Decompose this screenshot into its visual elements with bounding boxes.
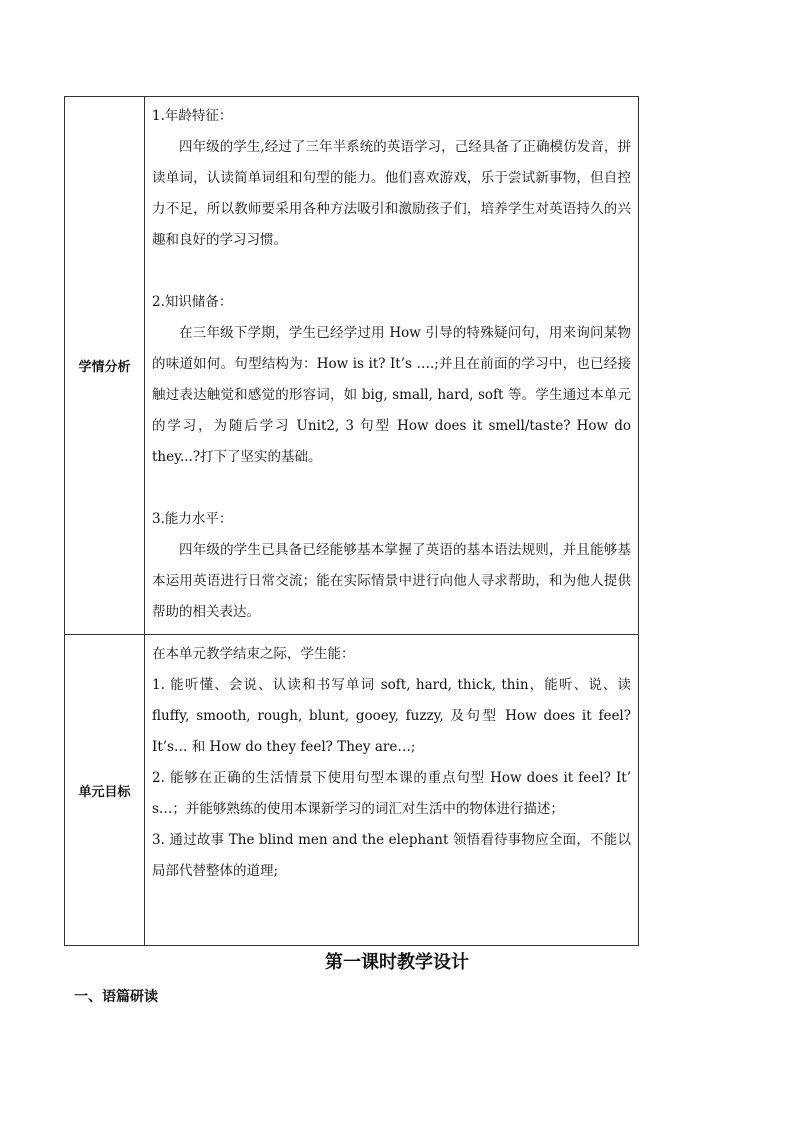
lesson-plan-table: [64, 96, 639, 946]
table-row: [65, 97, 639, 635]
table-row: [65, 635, 639, 946]
row-label-student-analysis: 学情分析: [65, 97, 145, 635]
paragraph-heading: 2.知识储备：: [152, 294, 233, 310]
paragraph-text: 2. 能够在正确的生活情景下使用句型本课的重点句型 How does it feel? It’ s…；并能够熟练的使用本课新学习的词汇对生活中的物体进行描述；: [152, 770, 631, 817]
paragraph-text: 3. 通过故事 The blind men and the elephant 领悟看待事物应全面，不能以局部代替整体的道理;: [152, 832, 631, 879]
row-content-student-analysis: [145, 97, 639, 635]
paragraph-text: 四年级的学生,经过了三年半系统的英语学习，己经具备了正确模仿发音，拼读单词，认读简单词组和句型的能力。他们喜欢游戏，乐于尝试新事物，但自控力不足，所以教师要采用各种方法吸引和激励孩子们，培养学生对英语持久的兴趣和良好的学习习惯。: [152, 139, 631, 248]
paragraph-text: 四年级的学生已具备已经能够基本掌握了英语的基本语法规则，并且能够基本运用英语进行日常交流；能在实际情景中进行向他人寻求帮助，和为他人提供帮助的相关表达。: [152, 542, 631, 620]
lesson-title: 第一课时教学设计: [325, 952, 469, 973]
section-heading: 一、语篇研读: [74, 989, 158, 1005]
paragraph-text: 1. 能听懂、会说、认读和书写单词 soft, hard, thick, thin，能听、说、读 fluffy, smooth, rough, blunt, gooey, fuzzy, 及句型 How does it feel? It’s… 和 How do they feel? They are…;: [152, 677, 631, 755]
paragraph-heading: 3.能力水平：: [152, 511, 233, 527]
content-cell: [145, 97, 638, 634]
row-content-unit-goals: [145, 635, 639, 946]
paragraph-heading: 在本单元教学结束之际，学生能：: [152, 646, 355, 662]
content-cell: [145, 635, 638, 893]
paragraph-heading: 1.年龄特征：: [152, 108, 233, 124]
row-label-unit-goals: 单元目标: [65, 635, 145, 946]
paragraph-text: 在三年级下学期，学生已经学过用 How 引导的特殊疑问句，用来询问某物的味道如何。句型结构为：How is it? It’s ….;并且在前面的学习中，也已经接触过表达触觉和感觉的形容词，如 big, small, hard, soft 等。学生通过本单元的学习，为随后学习 Unit2, 3 句型 How does it smell/taste? How do they...?打下了坚实的基础。: [152, 325, 631, 465]
blank-line: [152, 256, 631, 287]
blank-line: [152, 473, 631, 504]
